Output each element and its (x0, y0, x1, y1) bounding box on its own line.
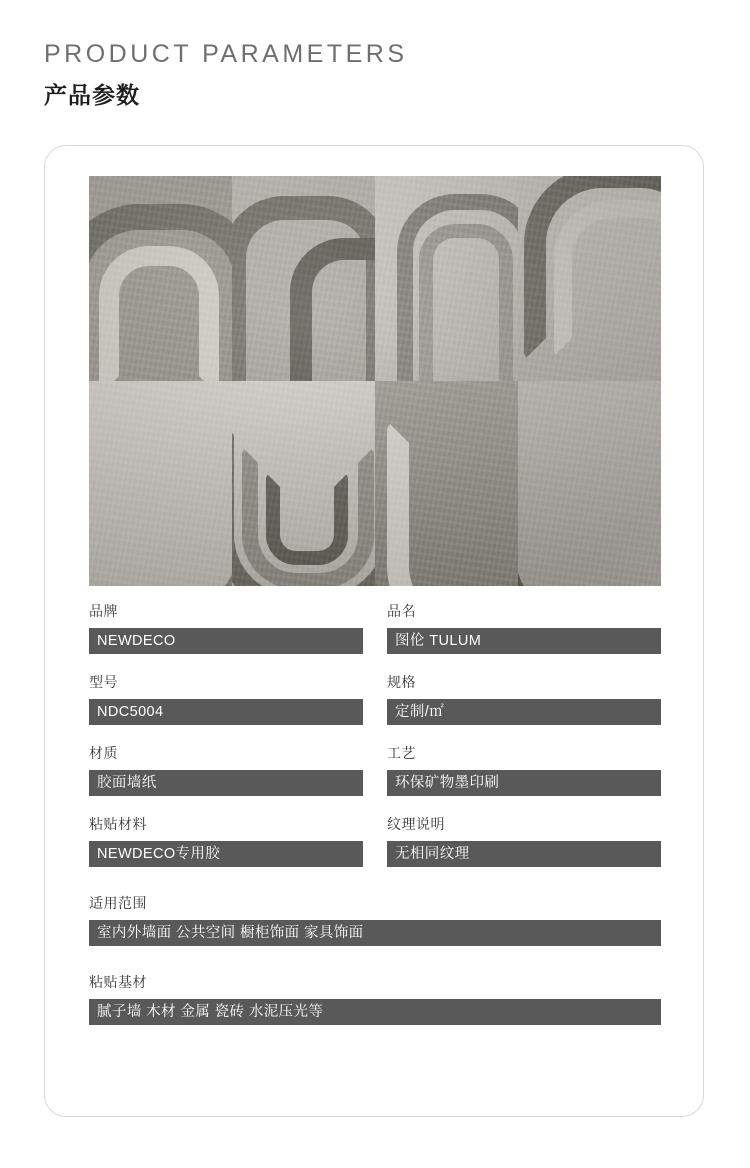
spec-cell-craft (387, 743, 661, 796)
pattern-tile (232, 176, 375, 381)
spec-cell-texture-note (387, 814, 661, 867)
spec-cell-substrate (89, 972, 661, 1025)
spec-cell-material (89, 743, 363, 796)
spec-cell-product-name (387, 601, 661, 654)
pattern-tile (375, 381, 518, 586)
spec-value: NDC5004 (89, 699, 363, 725)
spec-label: 材质 (89, 745, 118, 761)
spec-row (89, 814, 661, 867)
pattern-tile (518, 176, 661, 381)
spec-label: 品名 (387, 603, 416, 619)
spec-row (89, 672, 661, 725)
product-image (89, 176, 661, 586)
spec-value: 室内外墙面 公共空间 橱柜饰面 家具饰面 (89, 920, 661, 946)
page-header (44, 38, 704, 110)
spec-row (89, 972, 661, 1025)
pattern-tile (518, 381, 661, 586)
spec-value: 环保矿物墨印刷 (387, 770, 661, 796)
spec-value: NEWDECO专用胶 (89, 841, 363, 867)
product-card (44, 145, 704, 1117)
spec-cell-application-scope (89, 893, 661, 946)
spec-row (89, 743, 661, 796)
spec-value: 胶面墙纸 (89, 770, 363, 796)
spec-cell-specification (387, 672, 661, 725)
spec-label: 工艺 (387, 745, 416, 761)
spec-cell-model (89, 672, 363, 725)
pattern-tiles (89, 176, 661, 586)
pattern-tile (375, 176, 518, 381)
spec-row (89, 893, 661, 946)
spec-value: NEWDECO (89, 628, 363, 654)
spec-label: 品牌 (89, 603, 118, 619)
pattern-tile (89, 381, 232, 586)
spec-label: 粘贴材料 (89, 816, 147, 832)
page-title-cn: 产品参数 (44, 82, 140, 108)
spec-label: 粘贴基材 (89, 974, 147, 990)
spec-label: 适用范围 (89, 895, 147, 911)
page-title-en: PRODUCT PARAMETERS (44, 40, 408, 68)
spec-value: 无相同纹理 (387, 841, 661, 867)
spec-value: 定制/㎡ (387, 699, 661, 725)
spec-cell-brand (89, 601, 363, 654)
spec-cell-adhesive (89, 814, 363, 867)
spec-table (89, 601, 661, 1043)
pattern-tile (89, 176, 232, 381)
pattern-tile (232, 381, 375, 586)
spec-value: 腻子墙 木材 金属 瓷砖 水泥压光等 (89, 999, 661, 1025)
spec-label: 型号 (89, 674, 118, 690)
spec-label: 纹理说明 (387, 816, 445, 832)
spec-label: 规格 (387, 674, 416, 690)
spec-row (89, 601, 661, 654)
spec-value: 图伦 TULUM (387, 628, 661, 654)
